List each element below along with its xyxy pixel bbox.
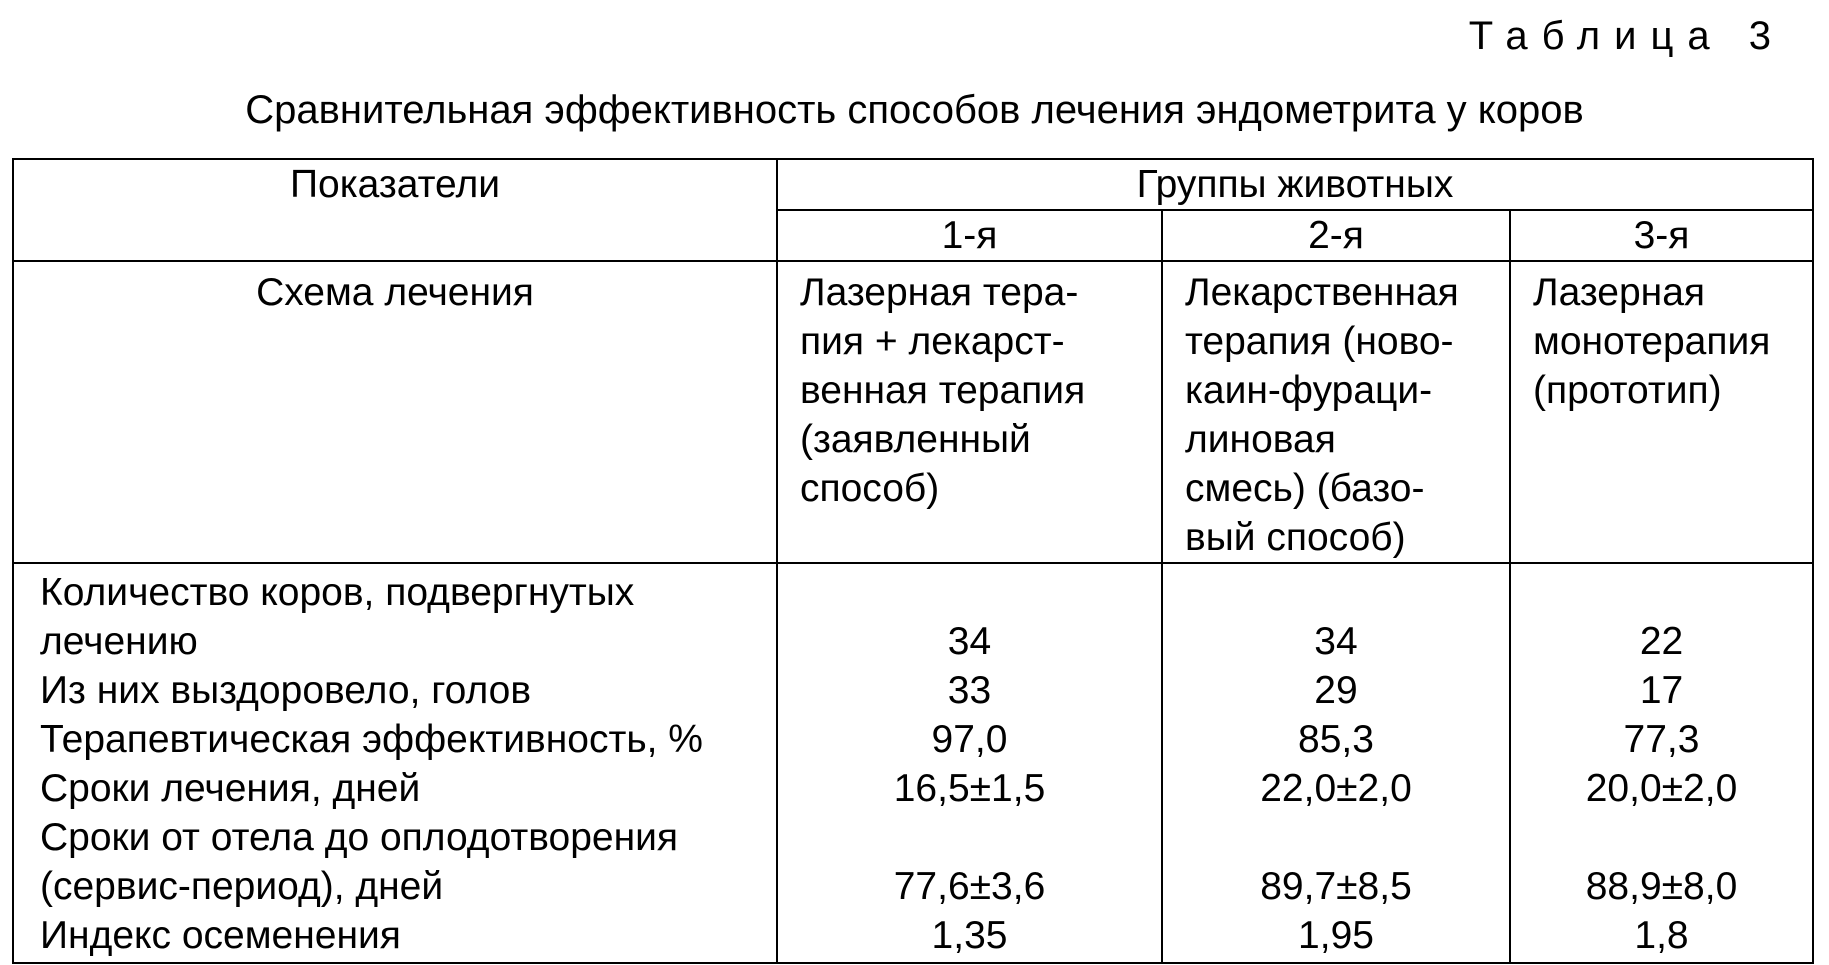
header-group-3: 3-я [1510,210,1813,261]
value-cell [1163,813,1509,862]
scheme-line: линовая [1185,418,1336,461]
scheme-line: (заявленный [800,418,1031,461]
header-group-2: 2-я [1162,210,1510,261]
value-cell: 34 [947,620,992,663]
indicator-label: лечению [40,620,198,663]
value-cell: 1,95 [1298,914,1374,957]
header-indicators: Показатели [13,159,777,261]
value-cell: 1,8 [1634,914,1689,957]
table-caption: Сравнительная эффективность способов лечения эндометрита у коров [245,88,1584,132]
value-cell: 89,7±8,5 [1260,865,1412,908]
scheme-group-3 [1510,261,1813,563]
scheme-line: Лазерная [1533,271,1706,314]
value-cell: 29 [1314,669,1358,712]
header-group-1: 1-я [777,210,1162,261]
value-cell [778,813,1161,862]
value-cell: 77,3 [1623,718,1700,761]
scheme-group-2 [1162,261,1510,563]
value-cell: 20,0±2,0 [1585,767,1738,810]
comparison-table [12,158,1814,964]
scheme-line: венная терапия [800,369,1086,412]
value-cell: 1,35 [931,914,1008,957]
value-cell: 22,0±2,0 [1260,767,1412,810]
value-cell [778,568,1161,617]
value-cell [1511,813,1812,862]
value-cell [1163,568,1509,617]
indicator-label: Из них выздоровело, голов [40,669,532,712]
value-cell: 17 [1639,669,1684,712]
table-row-scheme [13,261,1813,563]
scheme-line: пия + лекарст- [800,320,1065,363]
group-2-values [1162,563,1510,963]
scheme-group-1 [777,261,1162,563]
scheme-line: терапия (ново- [1185,320,1454,363]
scheme-line: монотерапия [1533,320,1771,363]
value-cell: 77,6±3,6 [893,865,1046,908]
indicator-label: Терапевтическая эффективность, % [40,718,703,761]
value-cell: 33 [947,669,992,712]
scheme-line: смесь) (базо- [1185,467,1425,510]
value-cell: 34 [1314,620,1358,663]
table-row-results [13,563,1813,963]
scheme-line: Лекарственная [1185,271,1459,314]
value-cell: 97,0 [931,718,1008,761]
value-cell [1511,568,1812,617]
scheme-line: (прототип) [1533,369,1722,412]
value-cell: 88,9±8,0 [1585,865,1738,908]
scheme-line: Лазерная тера- [800,271,1079,314]
value-cell: 16,5±1,5 [893,767,1046,810]
scheme-line: способ) [800,467,940,510]
header-groups: Группы животных [777,159,1813,210]
table-number: Таблица 3 [1468,14,1785,58]
indicator-label: Сроки лечения, дней [40,767,421,810]
indicator-label: (сервис-период), дней [40,865,444,908]
group-1-values [777,563,1162,963]
value-cell: 85,3 [1298,718,1374,761]
indicator-label: Сроки от отела до оплодотворения [40,816,679,859]
indicator-column [13,563,777,963]
value-cell: 22 [1639,620,1684,663]
indicator-label: Индекс осеменения [40,914,401,957]
scheme-line: вый способ) [1185,516,1406,559]
scheme-label: Схема лечения [13,261,777,563]
group-3-values [1510,563,1813,963]
indicator-label: Количество коров, подвергнутых [40,571,635,614]
scheme-line: каин-фураци- [1185,369,1433,412]
